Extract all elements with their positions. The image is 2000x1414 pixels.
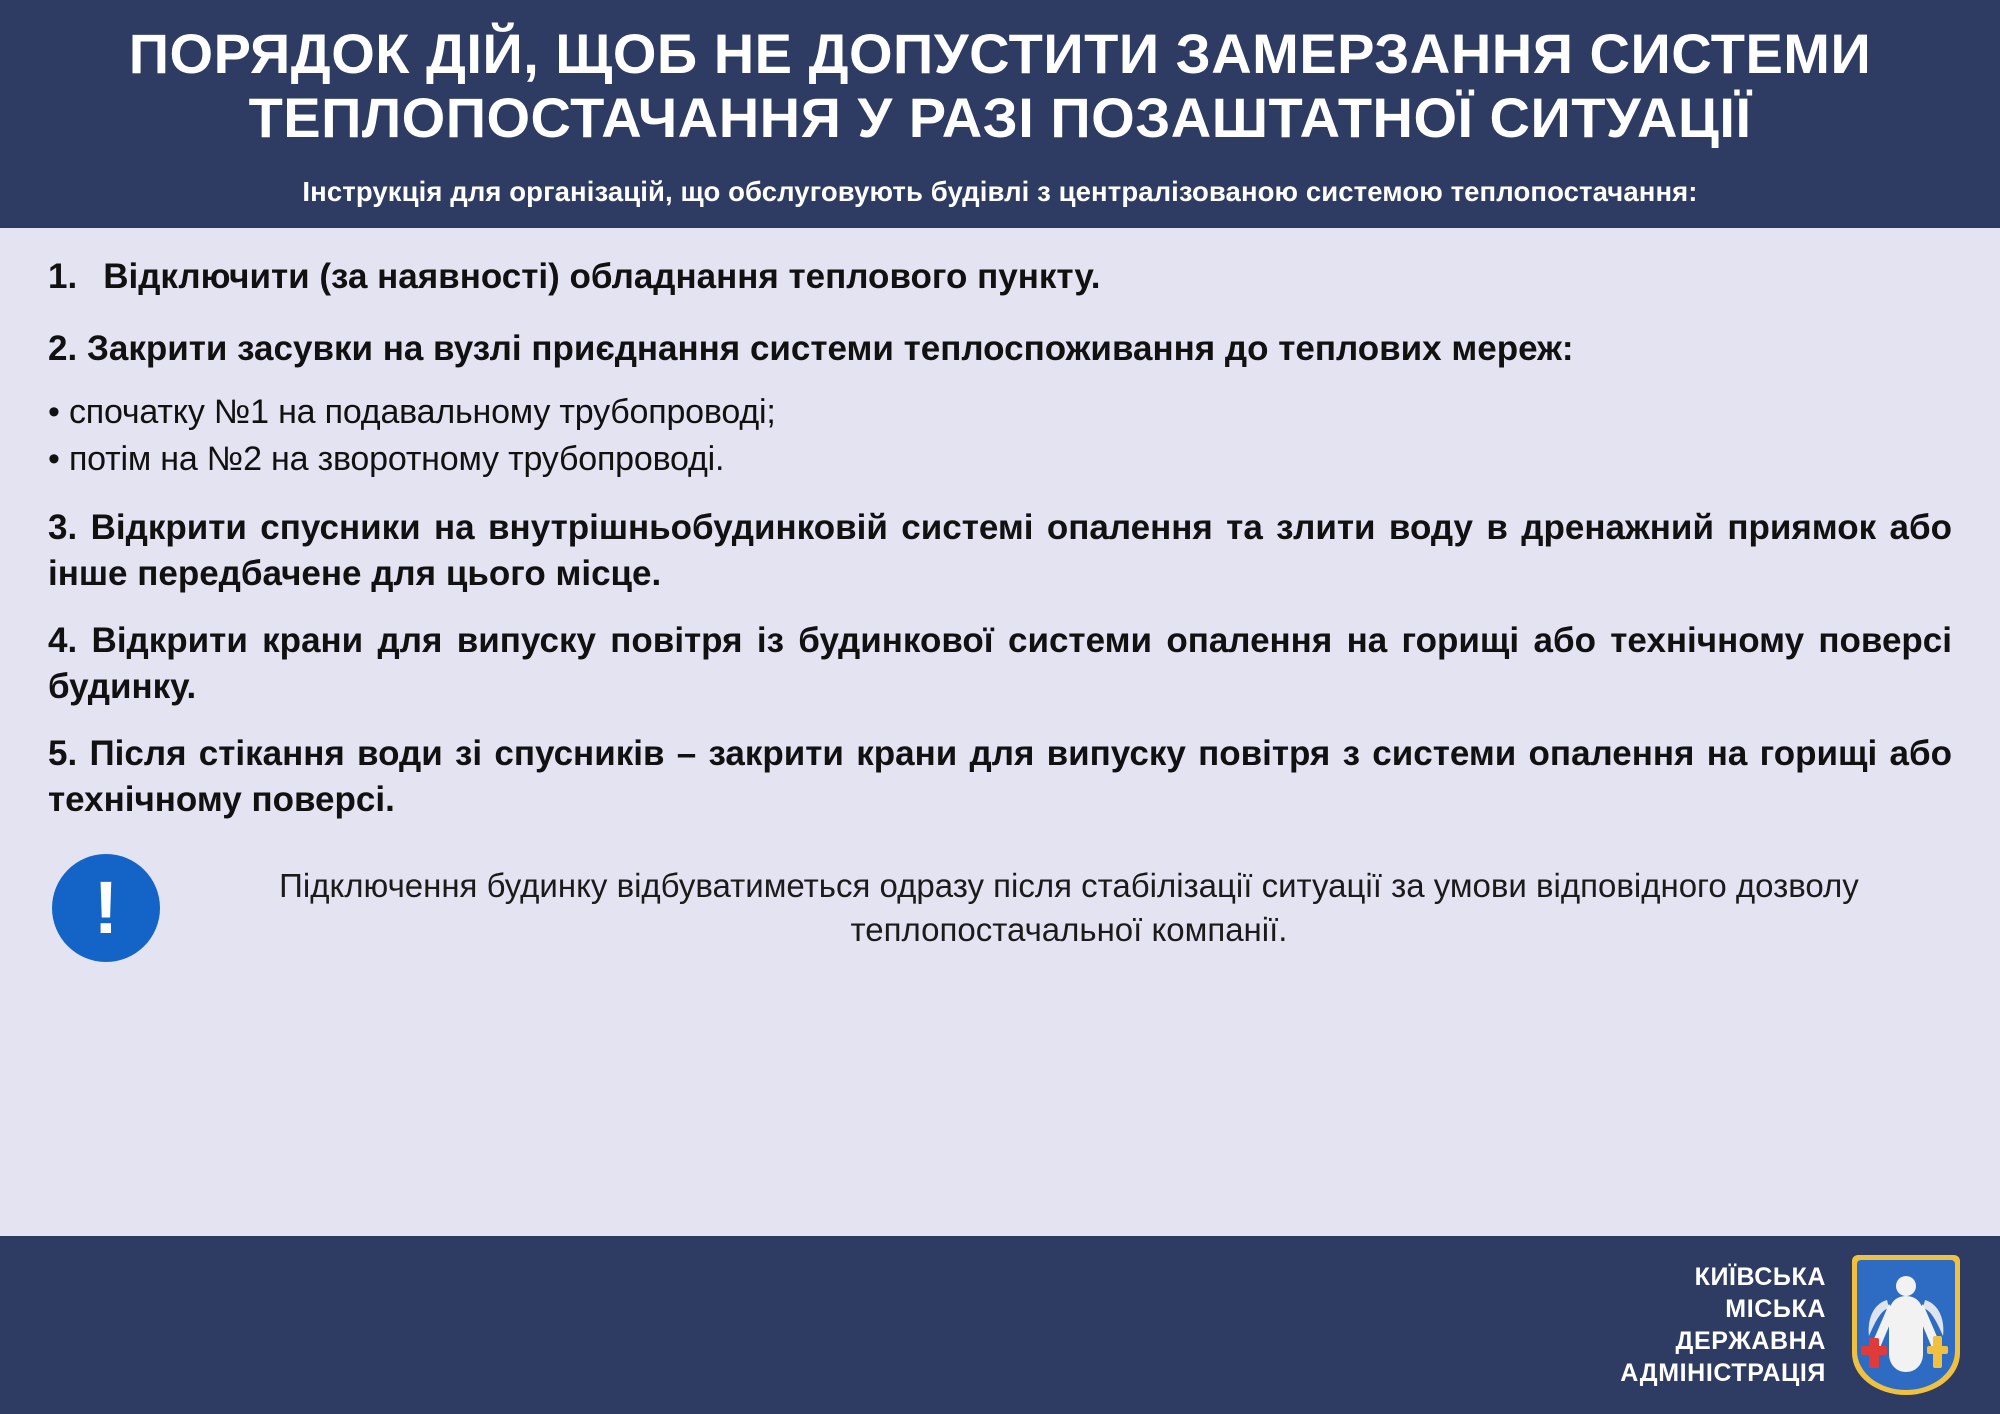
step-1-text: Відключити (за наявності) обладнання теплового пункту. [103,256,1101,296]
step-5 [48,731,1952,824]
step-4 [48,618,1952,711]
step-5-text: Після стікання води зі спусників – закрити крани для випуску повітря з системи опалення на горищі або технічному поверсі. [48,733,1952,820]
step-4-text: Відкрити крани для випуску повітря із будинкової системи опалення на горищі або технічному поверсі будинку. [48,620,1952,707]
step-3-number: 3. [48,507,78,547]
page-title: ПОРЯДОК ДІЙ, ЩОБ НЕ ДОПУСТИТИ ЗАМЕРЗАННЯ СИСТЕМИ ТЕПЛОПОСТАЧАННЯ У РАЗІ ПОЗАШТАТНОЇ СИТУАЦІЇ [128,22,1872,149]
step-2 [48,326,1952,373]
step-5-number: 5. [48,733,78,773]
step-2-number: 2. [48,329,78,369]
step-4-number: 4. [48,620,78,660]
organization-name [1620,1261,1826,1389]
org-line-2: МІСЬКА [1725,1295,1826,1323]
org-line-1: КИЇВСЬКА [1694,1263,1826,1291]
instructions-body [0,228,2000,1236]
step-1-number: 1. [48,256,78,296]
step-1 [48,254,1952,301]
org-line-3: ДЕРЖАВНА [1675,1327,1826,1355]
note-text: Підключення будинку відбуватиметься одразу після стабілізації ситуації за умови відповідного дозволу теплопостачальної компанії. [279,867,1859,948]
exclamation-icon: ! [52,854,160,962]
step-2-text: Закрити засувки на вузлі приєднання системи теплоспоживання до теплових мереж: [86,329,1574,369]
kyiv-coat-of-arms-icon [1852,1255,1960,1395]
step-3 [48,505,1952,598]
org-line-4: АДМІНІСТРАЦІЯ [1620,1359,1826,1387]
poster-footer [0,1236,2000,1414]
step-3-text: Відкрити спусники на внутрішньобудинковій системі опалення та злити воду в дренажний приямок або інше передбачене для цього місце. [48,507,1952,594]
header-subtitle: Інструкція для організацій, що обслуговують будівлі з централізованою системою теплопостачання: [302,175,1698,207]
step-2-bullets [48,389,1952,483]
bullet-item: • потім на №2 на зворотному трубопроводі. [48,439,725,478]
poster-header [0,0,2000,228]
bullet-item: • спочатку №1 на подавальному трубопроводі; [48,392,776,431]
note-block [48,854,1952,962]
